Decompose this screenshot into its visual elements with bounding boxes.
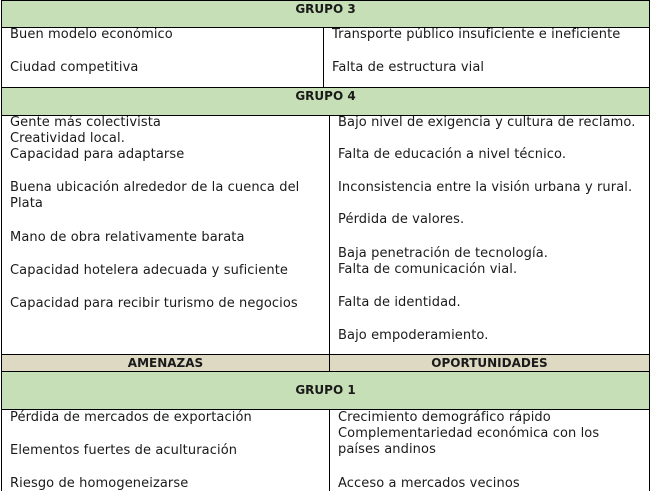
group-1-title: GRUPO 1 <box>295 383 356 397</box>
table-border <box>1 409 650 410</box>
group-3-header <box>2 1 649 27</box>
group-1-left-item: Pérdida de mercados de exportación <box>10 410 252 425</box>
group-4-right-item: Falta de comunicación vial. <box>338 262 518 277</box>
group-3-title: GRUPO 3 <box>295 2 356 16</box>
group-4-title: GRUPO 4 <box>295 89 356 103</box>
group-1-right-item: Complementariedad económica con los países andinos <box>338 426 600 457</box>
table-border <box>1 27 650 28</box>
group-3-right-item: Transporte público insuficiente e ineficiente <box>332 27 621 42</box>
group-1-left-item: Riesgo de homogeneizarse <box>10 476 189 491</box>
opportunities-heading: OPORTUNIDADES <box>431 356 548 370</box>
group-4-left-item: Gente más colectivista <box>10 115 161 130</box>
group-4-right-item: Falta de educación a nivel técnico. <box>338 147 567 162</box>
column-divider <box>329 409 330 491</box>
group-1-header <box>2 372 649 409</box>
group-1-left-item: Elementos fuertes de aculturación <box>10 443 238 458</box>
table-border <box>1 0 650 1</box>
table-border <box>1 371 650 372</box>
group-1-right-item: Crecimiento demográfico rápido <box>338 410 551 425</box>
group-4-right-item: Inconsistencia entre la visión urbana y rural. <box>338 180 633 195</box>
group-4-left-item: Capacidad para adaptarse <box>10 147 185 162</box>
group-4-left-item: Capacidad para recibir turismo de negocios <box>10 296 298 311</box>
table-border <box>649 0 650 491</box>
table-border <box>1 115 650 116</box>
column-divider <box>323 27 324 88</box>
group-4-right-item: Bajo nivel de exigencia y cultura de reclamo. <box>338 115 636 130</box>
group-4-left-item: Capacidad hotelera adecuada y suficiente <box>10 263 289 278</box>
table-border <box>1 354 650 355</box>
group-1-right-item: Acceso a mercados vecinos <box>338 476 520 491</box>
group-3-left-item: Ciudad competitiva <box>10 60 139 75</box>
group-3-right-item: Falta de estructura vial <box>332 60 485 75</box>
column-divider <box>329 115 330 372</box>
group-4-right-item: Pérdida de valores. <box>338 212 465 227</box>
group-4-right-item: Bajo empoderamiento. <box>338 328 489 343</box>
group-3-left-item: Buen modelo económico <box>10 27 173 42</box>
table-border <box>1 87 650 88</box>
group-4-left-item: Buena ubicación alrededor de la cuenca del Plata <box>10 180 300 211</box>
group-4-left-item: Mano de obra relativamente barata <box>10 230 245 245</box>
table-border <box>1 0 2 491</box>
group-4-header <box>2 88 649 115</box>
group-4-right-item: Baja penetración de tecnología. <box>338 246 549 261</box>
threats-heading: AMENAZAS <box>127 356 204 370</box>
group-4-right-item: Falta de identidad. <box>338 295 461 310</box>
group-4-left-item: Creatividad local. <box>10 131 125 146</box>
